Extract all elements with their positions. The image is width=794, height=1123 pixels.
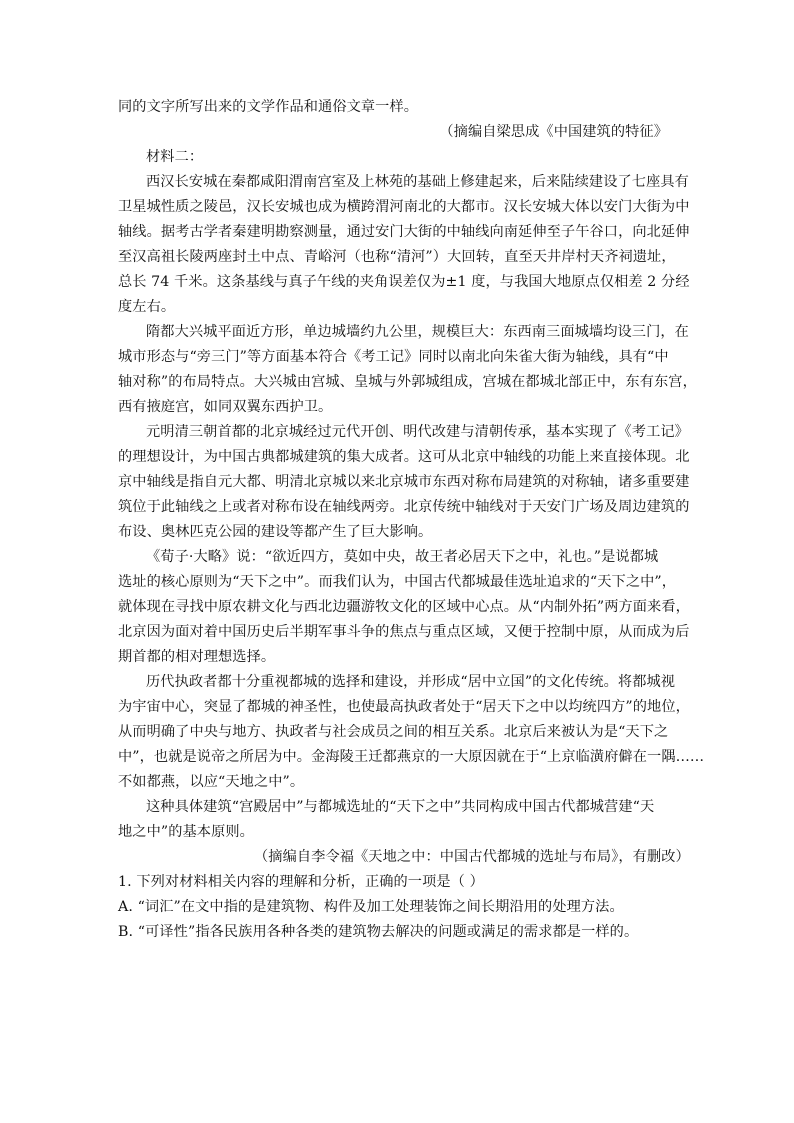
text-line: 选址的核心原则为“天下之中”。而我们认为，中国古代都城最佳选址追求的“天下之中”， — [118, 574, 677, 590]
question-stem: 1. 下列对材料相关内容的理解和分析，正确的一项是（ ） — [118, 874, 484, 890]
text-line: 总长 74 千米。这条基线与真子午线的夹角误差仅为±1 度，与我国大地原点仅相差 2 分经 — [118, 274, 690, 290]
text-line: 地之中”的基本原则。 — [118, 824, 254, 840]
text-line: 北京因为面对着中国历史后半期军事斗争的焦点与重点区域，又便于控制中原，从而成为后 — [118, 624, 690, 640]
text-line: 元明清三朝首都的北京城经过元代开创、明代改建与清朝传承，基本实现了《考工记》 — [146, 424, 689, 440]
text-line: 城市形态与“旁三门”等方面基本符合《考工记》同时以南北向朱雀大街为轴线，具有“中 — [118, 349, 669, 365]
text-line: 卫星城性质之陵邑，汉长安城也成为横跨渭河南北的大都市。汉长安城大体以安门大街为中 — [118, 199, 690, 215]
source-citation: （摘编自梁思成《中国建筑的特征》 — [439, 124, 668, 140]
text-line: 同的文字所写出来的文学作品和通俗文章一样。 — [118, 99, 419, 115]
text-line: 筑位于此轴线之上或者对称布设在轴线两旁。北京传统中轴线对于天安门广场及周边建筑的 — [118, 499, 690, 515]
text-line: 期首都的相对理想选择。 — [118, 649, 276, 665]
text-line: 中”，也就是说帝之所居为中。金海陵王迁都燕京的一大原因就在于“上京临潢府僻在一隅…… — [118, 749, 705, 765]
text-line: 轴线。据考古学者秦建明勘察测量，通过安门大街的中轴线向南延伸至子午谷口，向北延伸 — [118, 224, 690, 240]
text-line: 这种具体建筑“宫殿居中”与都城选址的“天下之中”共同构成中国古代都城营建“天 — [146, 799, 655, 815]
text-line: 轴对称”的布局特点。大兴城由宫城、皇城与外郭城组成，宫城在都城北部正中，东有东宫， — [118, 374, 697, 390]
text-line: 就体现在寻找中原农耕文化与西北边疆游牧文化的区域中心点。从“内制外拓”两方面来看， — [118, 599, 690, 615]
source-citation: （摘编自李令福《天地之中：中国古代都城的选址与布局》，有删改） — [254, 849, 690, 865]
option-a: A. “词汇”在文中指的是建筑物、构件及加工处理装饰之间长期沿用的处理方法。 — [118, 899, 624, 915]
option-b: B. “可译性”指各民族用各种各类的建筑物去解决的问题或满足的需求都是一样的。 — [118, 924, 639, 940]
section-heading: 材料二： — [146, 149, 204, 165]
text-line: 布设、奥林匹克公园的建设等都产生了巨大影响。 — [118, 524, 433, 540]
text-line: 度左右。 — [118, 299, 176, 315]
text-line: 京中轴线是指自元大都、明清北京城以来北京城市东西对称布局建筑的对称轴，诸多重要建 — [118, 474, 690, 490]
text-line: 历代执政者都十分重视都城的选择和建设，并形成“居中立国”的文化传统。将都城视 — [146, 674, 676, 690]
text-line: 不如都燕，以应“天地之中”。 — [118, 774, 305, 790]
text-line: 为宇宙中心，突显了都城的神圣性，也使最高执政者处于“居天下之中以均统四方”的地位， — [118, 699, 690, 715]
text-line: 隋都大兴城平面近方形，单边城墙约九公里，规模巨大：东西南三面城墙均设三门，在 — [146, 324, 689, 340]
text-line: 西有掖庭宫，如同双翼东西护卫。 — [118, 399, 333, 415]
text-line: 至汉高祖长陵两座封土中点、青峪河（也称“清河”）大回转，直至天井岸村天齐祠遗址， — [118, 249, 676, 265]
text-line: 西汉长安城在秦都咸阳渭南宫室及上林苑的基础上修建起来，后来陆续建设了七座具有 — [146, 174, 689, 190]
text-line: 《荀子·大略》说：“欲近四方，莫如中央，故王者必居天下之中，礼也。”是说都城 — [146, 549, 659, 565]
text-line: 从而明确了中央与地方、执政者与社会成员之间的相互关系。北京后来被认为是“天下之 — [118, 724, 669, 740]
text-line: 的理想设计，为中国古典都城建筑的集大成者。这可从北京中轴线的功能上来直接体现。北 — [118, 449, 690, 465]
